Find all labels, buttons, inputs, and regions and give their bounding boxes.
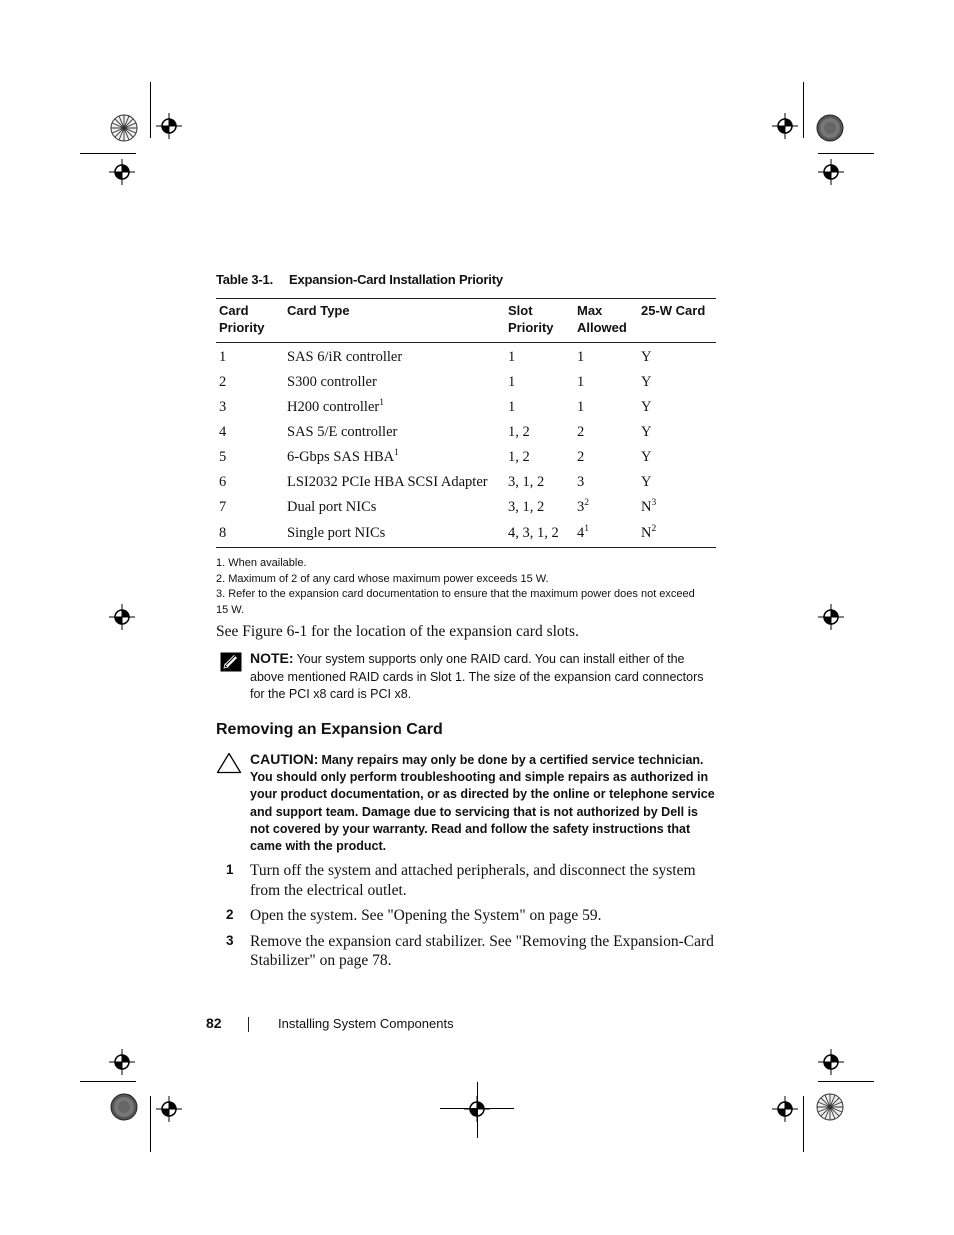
caution-triangle-icon — [216, 752, 242, 774]
registration-mark-icon — [156, 1096, 182, 1122]
procedure-steps — [216, 861, 716, 977]
cell-card-type: 6-Gbps SAS HBA$^1$ — [287, 448, 399, 465]
cell-slot-priority: 1 — [508, 349, 516, 365]
cell-priority: 1 — [219, 349, 227, 365]
registration-disc-icon — [110, 1093, 138, 1121]
cell-25w-card: Y — [641, 449, 652, 465]
table-footnotes — [216, 556, 706, 618]
cell-priority: 6 — [219, 474, 227, 490]
registration-disc-icon — [816, 1093, 844, 1121]
cell-max-allowed: $3^2$ — [577, 498, 589, 515]
step-number: 2 — [226, 907, 234, 922]
footnote: 1. When available. — [216, 557, 307, 569]
cell-priority: 5 — [219, 449, 227, 465]
cell-priority: 4 — [219, 424, 227, 440]
cell-slot-priority: 3, 1, 2 — [508, 499, 545, 515]
figure-reference-paragraph: See Figure 6-1 for the location of the expansion card slots. — [216, 623, 579, 640]
cell-max-allowed: 1 — [577, 399, 585, 415]
cell-priority: 2 — [219, 374, 227, 390]
table-row — [216, 420, 716, 445]
cell-slot-priority: 1, 2 — [508, 424, 530, 440]
caution-label: CAUTION: — [250, 751, 319, 767]
registration-mark-icon — [109, 604, 135, 630]
cell-25w-card: Y — [641, 399, 652, 415]
column-header-card-priority: Card Priority — [216, 299, 284, 343]
registration-disc-icon — [110, 114, 138, 142]
cell-max-allowed: 1 — [577, 349, 585, 365]
caution-text: Many repairs may only be done by a certified service technician. You should only perform troubleshooting and simple repairs as authorized in your product documentation, or as directed by the online or telephone service and support team. Damage due to servicing that is not authorized by Dell is not covered by your warranty. Read and follow the safety instructions that came with the product. — [250, 753, 715, 854]
registration-mark-icon — [772, 1096, 798, 1122]
chapter-title: Installing System Components — [278, 1016, 454, 1031]
cell-slot-priority: 4, 3, 1, 2 — [505, 520, 574, 548]
cell-max-allowed: $4^1$ — [574, 520, 638, 548]
caution-block — [216, 751, 716, 855]
registration-mark-icon — [818, 159, 844, 185]
registration-mark-icon — [109, 1049, 135, 1075]
cell-priority: 8 — [216, 520, 284, 548]
list-item — [216, 861, 716, 900]
cell-card-type: SAS 5/E controller — [287, 424, 398, 440]
registration-mark-icon — [109, 159, 135, 185]
registration-disc-icon — [816, 114, 844, 142]
footnote: 2. Maximum of 2 of any card whose maximum power exceeds 15 W. — [216, 572, 549, 585]
cell-25w-card: $N^3$ — [641, 498, 657, 515]
cell-25w-card: Y — [641, 374, 652, 390]
table-caption — [216, 272, 503, 287]
cell-priority: 3 — [219, 399, 227, 415]
list-item — [216, 932, 716, 971]
cell-card-type: Single port NICs — [284, 520, 505, 548]
note-text: Your system supports only one RAID card. You can install either of the above mentioned RAID cards in Slot 1. The size of the expansion card connectors for the PCI x8 card is PCI x8. — [250, 652, 704, 701]
cell-25w-card: Y — [641, 424, 652, 440]
footer-divider — [248, 1017, 249, 1032]
step-text: Open the system. See "Opening the System" on page 59. — [250, 907, 602, 924]
cell-max-allowed: 1 — [577, 374, 585, 390]
cell-card-type: LSI2032 PCIe HBA SCSI Adapter — [287, 474, 488, 490]
list-item — [216, 906, 716, 926]
column-header-25w-card: 25-W Card — [638, 299, 716, 343]
cell-card-type: SAS 6/iR controller — [287, 349, 403, 365]
table-row — [216, 395, 716, 420]
table-caption-title: Expansion-Card Installation Priority — [289, 272, 503, 287]
footnote: 3. Refer to the expansion card documentation to ensure that the maximum power does not exceed 15 W. — [216, 588, 695, 616]
step-number: 1 — [226, 862, 234, 877]
cell-max-allowed: 3 — [577, 474, 585, 490]
note-pencil-icon — [220, 652, 242, 672]
registration-mark-icon — [156, 113, 182, 139]
table-header-row — [216, 299, 716, 343]
table-row — [216, 343, 716, 371]
cell-slot-priority: 1 — [508, 374, 516, 390]
page-number: 82 — [206, 1015, 222, 1031]
cell-card-type: Dual port NICs — [287, 499, 377, 515]
cell-25w-card: Y — [641, 349, 652, 365]
table-row — [216, 520, 716, 548]
table-row — [216, 470, 716, 495]
table-row — [216, 495, 716, 520]
column-header-slot-priority: Slot Priority — [505, 299, 574, 343]
table-row — [216, 445, 716, 470]
section-heading: Removing an Expansion Card — [216, 721, 443, 738]
column-header-max-allowed: Max Allowed — [574, 299, 638, 343]
cell-max-allowed: 2 — [577, 449, 585, 465]
step-text: Remove the expansion card stabilizer. See "Removing the Expansion-Card Stabilizer" on page 78. — [250, 932, 714, 969]
cell-slot-priority: 1 — [508, 399, 516, 415]
table-row — [216, 370, 716, 395]
cell-card-type: H200 controller$^1$ — [287, 398, 384, 415]
note-block — [216, 650, 716, 704]
cell-card-type: S300 controller — [287, 374, 377, 390]
cell-25w-card: Y — [641, 474, 652, 490]
cell-max-allowed: 2 — [577, 424, 585, 440]
cell-25w-card: $N^2$ — [638, 520, 716, 548]
step-text: Turn off the system and attached peripherals, and disconnect the system from the electrical outlet. — [250, 862, 696, 899]
cell-slot-priority: 1, 2 — [508, 449, 530, 465]
cell-slot-priority: 3, 1, 2 — [508, 474, 545, 490]
step-number: 3 — [226, 932, 234, 948]
expansion-card-priority-table — [216, 298, 716, 548]
registration-mark-icon — [818, 1049, 844, 1075]
table-caption-number: Table 3-1. — [216, 272, 274, 287]
column-header-card-type: Card Type — [284, 299, 505, 343]
registration-mark-icon — [772, 113, 798, 139]
cell-priority: 7 — [219, 499, 227, 515]
registration-mark-icon — [818, 604, 844, 630]
note-label: NOTE: — [250, 650, 294, 666]
